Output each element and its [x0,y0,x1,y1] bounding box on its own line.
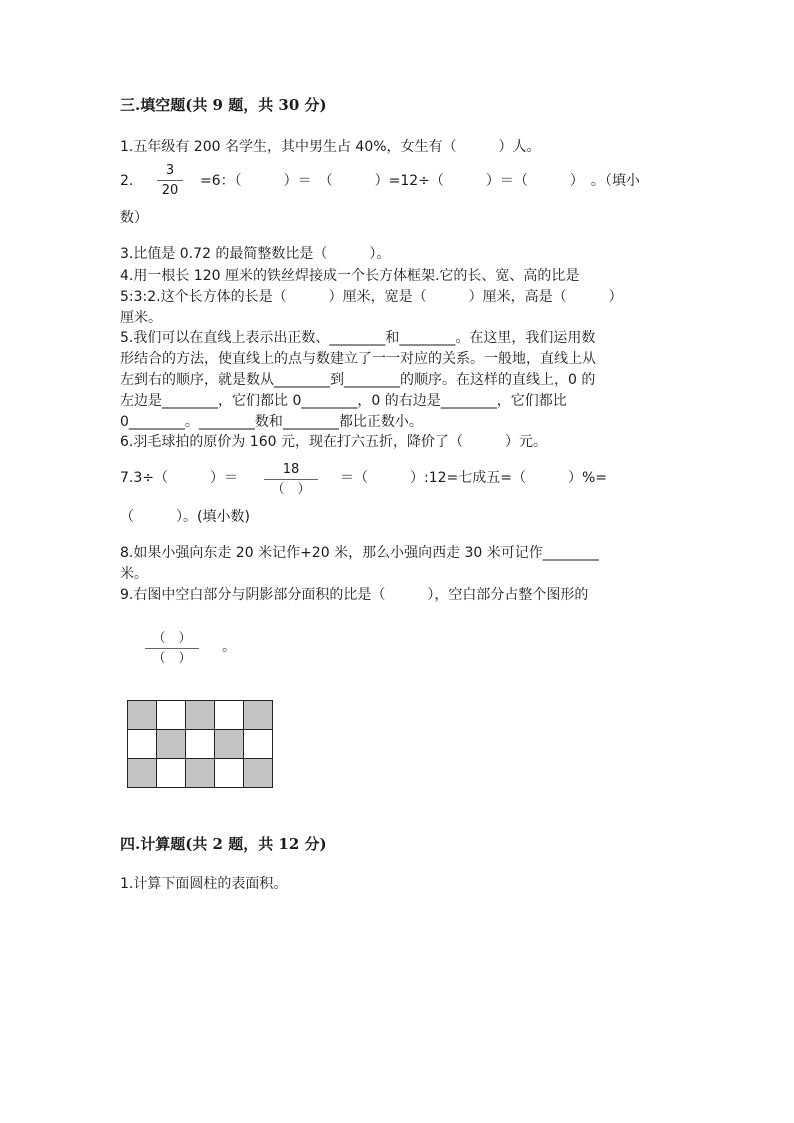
grid-cell-blank [128,730,157,759]
grid-row [128,701,273,730]
question-8-line-1: 8.如果小强向东走 20 米记作+20 米，那么小强向西走 30 米可记作________ [120,545,599,561]
grid-cell-shaded [244,701,273,730]
question-5-line-4: 左边是________，它们都比 0________，0 的右边是________，它们都比 [120,393,567,409]
grid-cell-shaded [186,759,215,788]
fraction-numerator: 18 [282,462,300,477]
grid-cell-blank [157,701,186,730]
question-9-period: 。 [222,639,236,655]
fraction-denominator: （ ） [271,482,311,497]
grid-cell-blank [186,730,215,759]
question-1: 1.五年级有 200 名学生，其中男生占 40%，女生有（ ）人。 [120,139,541,155]
grid-cell-shaded [186,701,215,730]
question-5-line-1: 5.我们可以在直线上表示出正数、________和________。在这里，我们运用数 [120,330,596,346]
grid-cell-shaded [128,701,157,730]
question-2-continued: 数） [120,210,148,226]
question-5-line-2: 形结合的方法，使直线上的点与数建立了一一对应的关系。一般地，直线上从 [120,351,596,367]
question-4-line-2: 5:3:2.这个长方体的长是（ ）厘米，宽是（ ）厘米，高是（ ） [120,289,623,305]
grid-cell-shaded [128,759,157,788]
question-8-line-2: 米。 [120,566,148,582]
question-2-body: =6：（ ）＝ （ ）=12÷（ ）＝（ ） 。（填小 [200,173,640,189]
grid-cell-shaded [215,730,244,759]
section-3-heading: 三.填空题(共 9 题，共 30 分) [120,96,327,114]
fraction-denominator: 20 [161,183,179,198]
question-9-fraction [145,631,199,667]
shaded-grid-figure [127,700,273,788]
section-4-heading: 四.计算题(共 2 题，共 12 分) [120,835,327,853]
question-6: 6.羽毛球拍的原价为 160 元，现在打六五折，降价了（ ）元。 [120,434,547,450]
grid-cell-blank [157,759,186,788]
question-5-line-5: 0________。________数和________都比正数小。 [120,414,423,430]
grid-row [128,730,273,759]
fraction-denominator: （ ） [152,651,192,666]
fraction-numerator: （ ） [152,631,192,646]
fraction-bar [145,648,199,649]
question-2-fraction [157,163,183,199]
grid-cell-blank [215,701,244,730]
question-5-line-3: 左到右的顺序，就是数从________到________的顺序。在这样的直线上，0 的 [120,372,596,388]
question-9: 9.右图中空白部分与阴影部分面积的比是（ ），空白部分占整个图形的 [120,587,589,603]
question-3: 3.比值是 0.72 的最简整数比是（ ）。 [120,246,391,262]
grid-cell-shaded [157,730,186,759]
fraction-bar [264,479,318,480]
section-4-question-1: 1.计算下面圆柱的表面积。 [120,876,288,892]
question-7-continued: （ ）。(填小数) [120,509,250,525]
grid-cell-shaded [244,759,273,788]
fraction-bar [157,180,183,181]
grid-cell-blank [215,759,244,788]
question-7-body: ＝（ ）:12=七成五=（ ）%= [340,470,608,486]
question-4-line-3: 厘米。 [120,310,162,326]
question-7-fraction [264,462,318,498]
grid-cell-blank [244,730,273,759]
question-7-lead: 7.3÷（ ）＝ [120,470,238,486]
question-2-prefix: 2. [120,173,134,189]
question-4-line-1: 4.用一根长 120 厘米的铁丝焊接成一个长方体框架.它的长、宽、高的比是 [120,268,580,284]
fraction-numerator: 3 [165,163,175,178]
grid-row [128,759,273,788]
